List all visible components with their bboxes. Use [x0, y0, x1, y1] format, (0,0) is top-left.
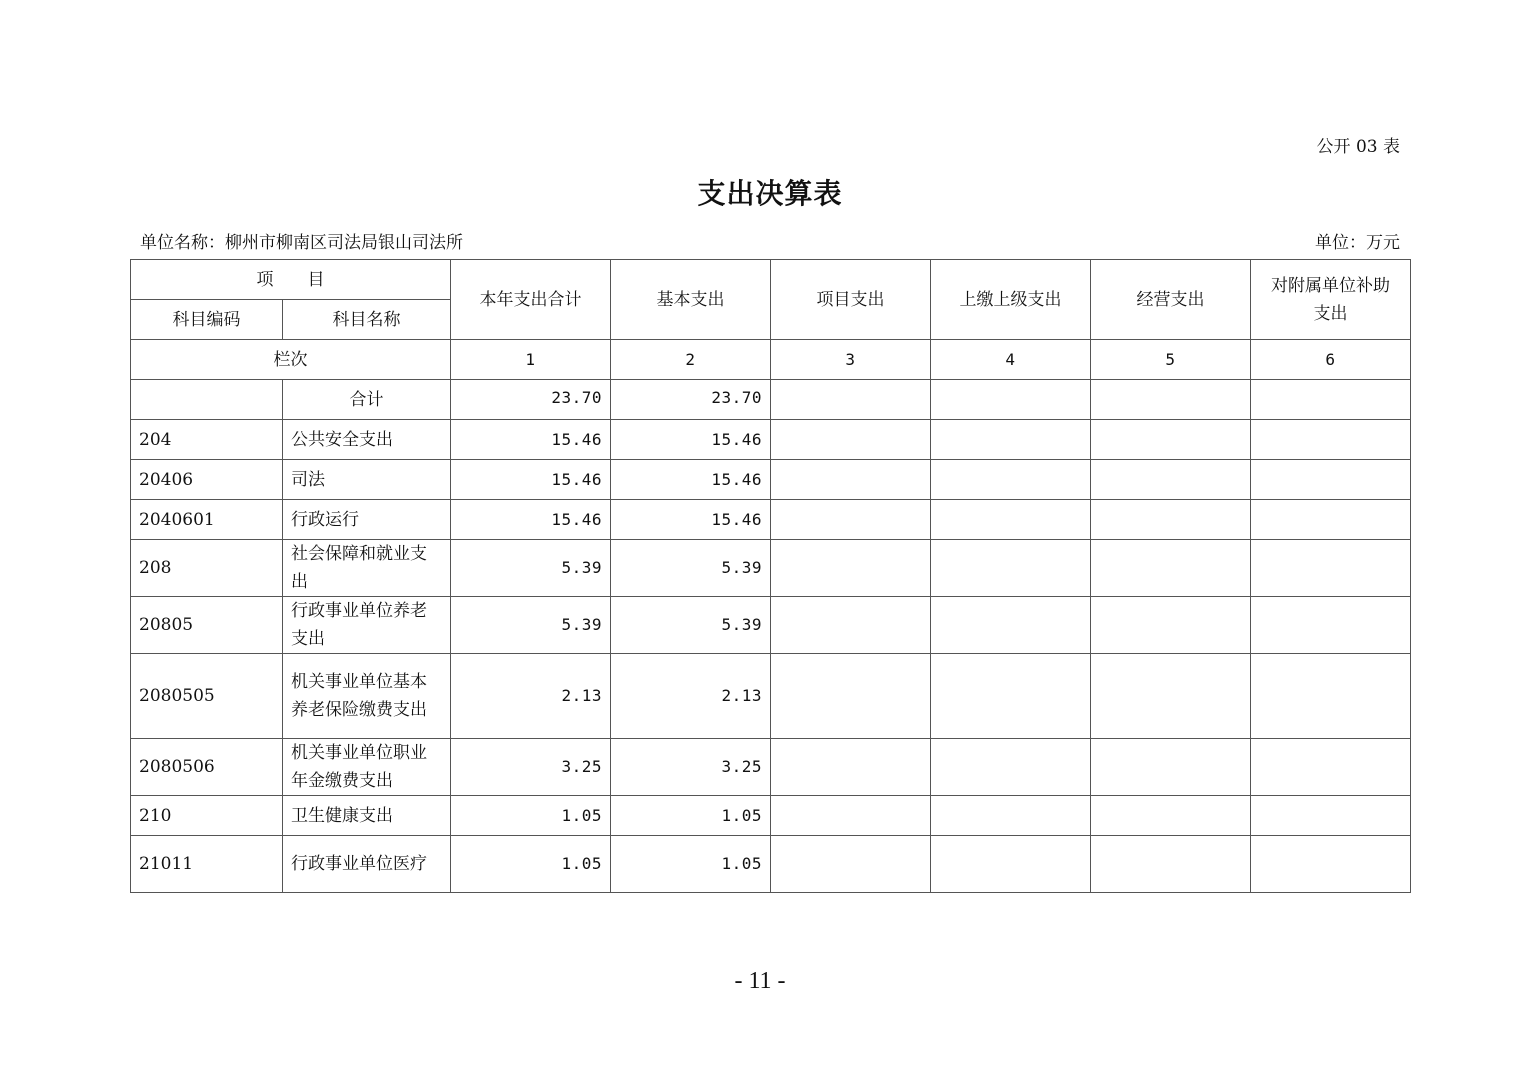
subsidy-value — [1251, 380, 1411, 420]
total-value: 15.46 — [451, 460, 611, 500]
total-value: 1.05 — [451, 836, 611, 893]
page-number: - 11 - — [734, 968, 786, 994]
table-row — [131, 420, 1411, 460]
subject-name: 司法 — [283, 460, 451, 500]
subject-code: 20406 — [131, 460, 283, 500]
upper-value — [931, 460, 1091, 500]
total-value: 15.46 — [451, 500, 611, 540]
table-row — [131, 500, 1411, 540]
business-value — [1091, 739, 1251, 796]
form-code: 公开 03 表 — [1316, 137, 1400, 157]
upper-value — [931, 540, 1091, 597]
subsidy-value — [1251, 597, 1411, 654]
basic-value: 15.46 — [611, 500, 771, 540]
unit-name: 单位名称：柳州市柳南区司法局银山司法所 — [140, 233, 463, 253]
project-value — [771, 654, 931, 739]
subject-code: 20805 — [131, 597, 283, 654]
subject-name: 合计 — [283, 380, 451, 420]
project-value — [771, 540, 931, 597]
basic-value: 15.46 — [611, 460, 771, 500]
subject-name: 卫生健康支出 — [283, 796, 451, 836]
subject-code: 210 — [131, 796, 283, 836]
header-row-1 — [131, 260, 1411, 300]
column-index-number: 3 — [771, 340, 931, 380]
subject-code: 208 — [131, 540, 283, 597]
subject-name: 行政事业单位养老支出 — [283, 597, 451, 654]
basic-value: 1.05 — [611, 836, 771, 893]
table-row — [131, 460, 1411, 500]
table-row — [131, 597, 1411, 654]
total-value: 5.39 — [451, 540, 611, 597]
project-value — [771, 597, 931, 654]
total-value: 1.05 — [451, 796, 611, 836]
column-index-number: 2 — [611, 340, 771, 380]
upper-value — [931, 836, 1091, 893]
subject-code: 2040601 — [131, 500, 283, 540]
header-subsidy: 对附属单位补助支出 — [1251, 260, 1411, 340]
total-value: 23.70 — [451, 380, 611, 420]
total-value: 5.39 — [451, 597, 611, 654]
basic-value: 23.70 — [611, 380, 771, 420]
table-row — [131, 654, 1411, 739]
business-value — [1091, 836, 1251, 893]
upper-value — [931, 739, 1091, 796]
subsidy-value — [1251, 836, 1411, 893]
basic-value: 5.39 — [611, 597, 771, 654]
subject-code: 204 — [131, 420, 283, 460]
table-row — [131, 540, 1411, 597]
header-item: 项 目 — [131, 260, 451, 300]
header-upper: 上缴上级支出 — [931, 260, 1091, 340]
column-index-number: 5 — [1091, 340, 1251, 380]
business-value — [1091, 460, 1251, 500]
subsidy-value — [1251, 540, 1411, 597]
subject-name: 社会保障和就业支出 — [283, 540, 451, 597]
project-value — [771, 500, 931, 540]
table-row — [131, 739, 1411, 796]
table-row — [131, 796, 1411, 836]
column-index-number: 4 — [931, 340, 1091, 380]
column-index-label: 栏次 — [131, 340, 451, 380]
expense-table — [130, 259, 1411, 893]
business-value — [1091, 500, 1251, 540]
project-value — [771, 380, 931, 420]
upper-value — [931, 597, 1091, 654]
business-value — [1091, 597, 1251, 654]
total-value: 2.13 — [451, 654, 611, 739]
upper-value — [931, 380, 1091, 420]
business-value — [1091, 420, 1251, 460]
table-row — [131, 380, 1411, 420]
upper-value — [931, 500, 1091, 540]
business-value — [1091, 654, 1251, 739]
upper-value — [931, 796, 1091, 836]
header-name: 科目名称 — [283, 300, 451, 340]
column-index-row — [131, 340, 1411, 380]
basic-value: 3.25 — [611, 739, 771, 796]
business-value — [1091, 380, 1251, 420]
subject-name: 行政事业单位医疗 — [283, 836, 451, 893]
upper-value — [931, 420, 1091, 460]
project-value — [771, 739, 931, 796]
subsidy-value — [1251, 739, 1411, 796]
subject-code: 2080506 — [131, 739, 283, 796]
header-code: 科目编码 — [131, 300, 283, 340]
table-row — [131, 836, 1411, 893]
unit-label: 单位：万元 — [1315, 233, 1400, 253]
business-value — [1091, 796, 1251, 836]
basic-value: 2.13 — [611, 654, 771, 739]
project-value — [771, 796, 931, 836]
subject-code — [131, 380, 283, 420]
project-value — [771, 420, 931, 460]
column-index-number: 1 — [451, 340, 611, 380]
header-total: 本年支出合计 — [451, 260, 611, 340]
subject-name: 机关事业单位职业年金缴费支出 — [283, 739, 451, 796]
subsidy-value — [1251, 420, 1411, 460]
subsidy-value — [1251, 654, 1411, 739]
project-value — [771, 836, 931, 893]
basic-value: 15.46 — [611, 420, 771, 460]
upper-value — [931, 654, 1091, 739]
subject-name: 行政运行 — [283, 500, 451, 540]
total-value: 15.46 — [451, 420, 611, 460]
business-value — [1091, 540, 1251, 597]
header-business: 经营支出 — [1091, 260, 1251, 340]
header-basic: 基本支出 — [611, 260, 771, 340]
subject-code: 21011 — [131, 836, 283, 893]
subsidy-value — [1251, 500, 1411, 540]
subject-code: 2080505 — [131, 654, 283, 739]
subject-name: 机关事业单位基本养老保险缴费支出 — [283, 654, 451, 739]
total-value: 3.25 — [451, 739, 611, 796]
subsidy-value — [1251, 460, 1411, 500]
column-index-number: 6 — [1251, 340, 1411, 380]
basic-value: 5.39 — [611, 540, 771, 597]
page-title: 支出决算表 — [697, 177, 843, 210]
subject-name: 公共安全支出 — [283, 420, 451, 460]
subsidy-value — [1251, 796, 1411, 836]
header-project: 项目支出 — [771, 260, 931, 340]
basic-value: 1.05 — [611, 796, 771, 836]
project-value — [771, 460, 931, 500]
